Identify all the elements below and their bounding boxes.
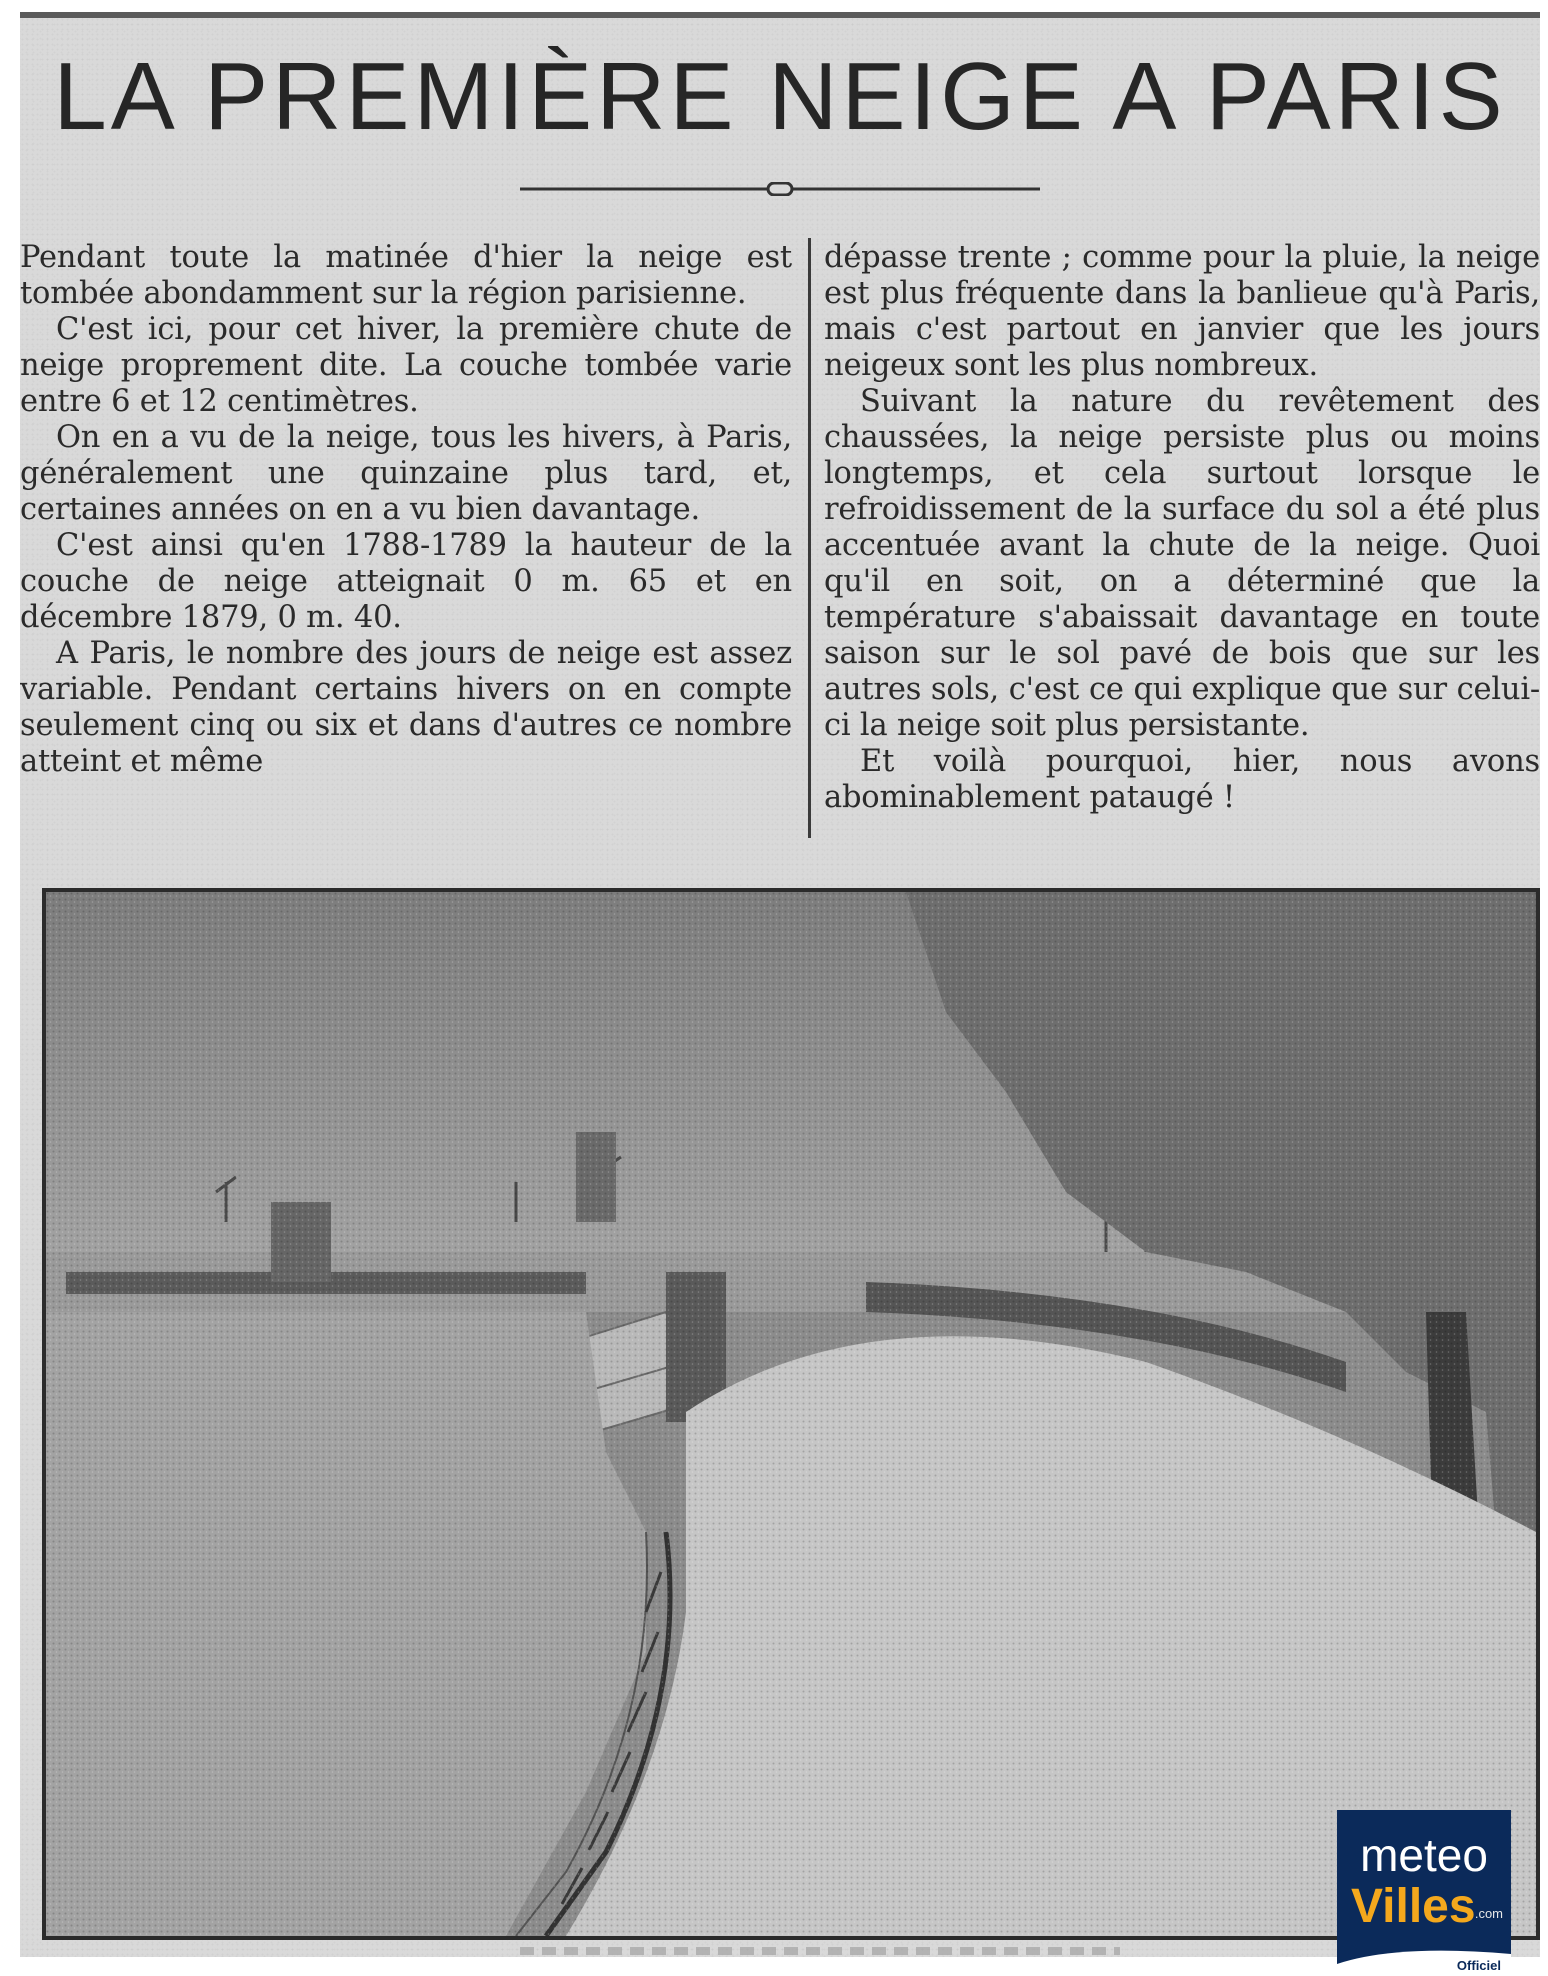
paragraph: On en a vu de la neige, tous les hivers, à Paris, généralement une quinzaine plus tard, et, certaines années on en a vu bien davantage. <box>20 420 792 527</box>
snowy-park-photo-icon <box>42 888 1540 1940</box>
paragraph: C'est ici, pour cet hiver, la première chute de neige proprement dite. La couche tombée varie entre 6 et 12 centimètres. <box>20 312 792 419</box>
faded-caption <box>520 1947 1120 1955</box>
paragraph: Pendant toute la matinée d'hier la neige est tombée abondamment sur la région parisienne. <box>20 240 792 311</box>
logo-tag: Officiel <box>1456 1958 1501 1973</box>
paragraph: Et voilà pourquoi, hier, nous avons abominablement pataugé ! <box>824 744 1540 815</box>
logo-text-domain: .com <box>1474 1906 1503 1921</box>
newspaper-clipping <box>20 12 1540 1957</box>
logo-text-meteo: meteo <box>1360 1829 1488 1881</box>
paragraph: C'est ainsi qu'en 1788-1789 la hauteur de la couche de neige atteignait 0 m. 65 et en décembre 1879, 0 m. 40. <box>20 528 792 635</box>
logo-text-villes: Villes <box>1351 1880 1476 1933</box>
paragraph: dépasse trente ; comme pour la pluie, la neige est plus fréquente dans la banlieue qu'à Paris, mais c'est partout en janvier que les jours neigeux sont les plus nombreux. <box>824 240 1540 383</box>
meteovilles-logo <box>1337 1810 1511 1976</box>
article-column-left <box>20 240 792 780</box>
paragraph: A Paris, le nombre des jours de neige est assez variable. Pendant certains hivers on en compte seulement cinq ou six et dans d'autres ce nombre atteint et même <box>20 636 792 779</box>
ornamental-rule <box>520 182 1040 196</box>
paragraph: Suivant la nature du revêtement des chaussées, la neige persiste plus ou moins longtemps, et cela surtout lorsque le refroidissement de la surface du sol a été plus accentuée avant la chute de la neige. Quoi qu'il en soit, on a déterminé que la température s'abaissait davantage en toute saison sur le sol pavé de bois que sur les autres sols, c'est ce qui explique que sur celui-ci la neige soit plus persistante. <box>824 384 1540 743</box>
article-column-right <box>824 240 1540 860</box>
column-divider <box>808 238 811 838</box>
headline: LA PREMIÈRE NEIGE A PARIS <box>53 43 1507 150</box>
page-top-border <box>20 12 1540 18</box>
